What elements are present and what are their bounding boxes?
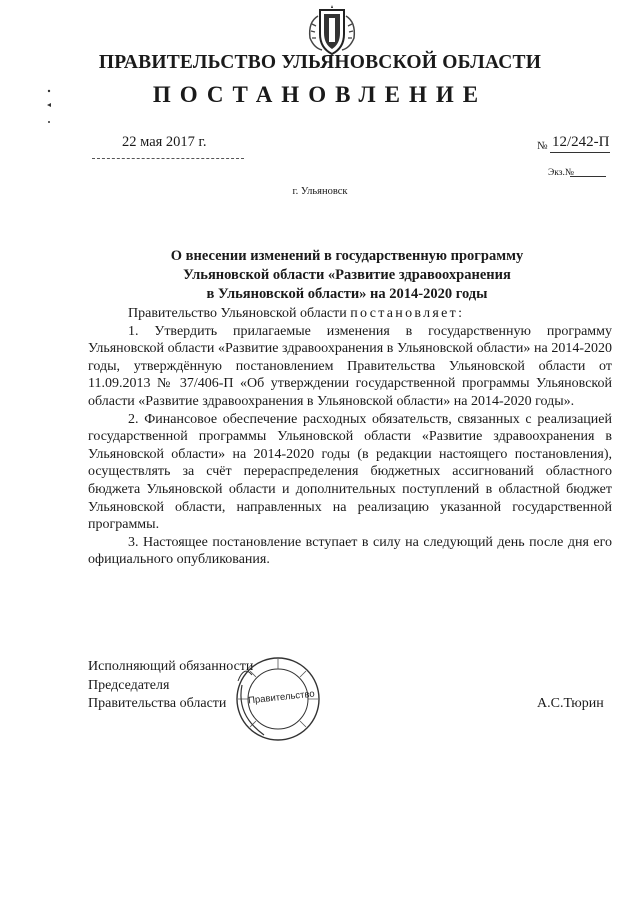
intro-line (88, 305, 612, 323)
document-title (140, 247, 554, 304)
coat-of-arms-icon (300, 4, 364, 56)
copy-label: Экз.№ (548, 168, 574, 178)
number-prefix: № (537, 140, 548, 152)
date-dash-line (92, 158, 244, 159)
scan-marks (44, 88, 54, 128)
intro-prefix: Правительство Ульяновской области (128, 306, 347, 321)
signer-position (88, 658, 253, 714)
city: г. Ульяновск (292, 186, 348, 197)
paragraph-2: 2. Финансовое обеспечение расходных обязательств, связанных с реализацией государственной программы Ульяновской области «Развитие здравоохранения в Ульяновской области» на 2014-2020 годы (в редакции настоящего постановления), осуществлять за счёт перераспределения бюджетных ассигнований областного бюджета Ульяновской области и дополнительных поступлений в областной бюджет Ульяновской области, направленных на реализацию указанной государственной программы. (88, 411, 612, 533)
paragraph-1: 1. Утвердить прилагаемые изменения в государственную программу Ульяновской области «Развитие здравоохранения в Ульяновской области» на 2014-2020 годы, утверждённую постановлением Правительства Ульяновской области от 11.09.2013 № 37/406-П «Об утверждении государственной программы Ульяновской области «Развитие здравоохранения в Ульяновской области» на 2014-2020 годы». (88, 323, 612, 409)
copy-line (570, 176, 606, 177)
signer-name: А.С.Тюрин (537, 696, 604, 711)
organization-name: ПРАВИТЕЛЬСТВО УЛЬЯНОВСКОЙ ОБЛАСТИ (98, 52, 542, 73)
document-date: 22 мая 2017 г. (122, 134, 207, 150)
title-line: в Ульяновской области» на 2014-2020 годы (206, 286, 488, 302)
intro-decree-word: постановляет: (350, 306, 465, 321)
seal-text: Правительство (247, 688, 316, 707)
title-line: О внесении изменений в государственную программу (170, 248, 524, 264)
document-body (88, 305, 612, 569)
document-number: 12/242-П (552, 134, 610, 150)
document-type: ПОСТАНОВЛЕНИЕ (152, 82, 488, 107)
position-line: Председателя (88, 677, 170, 693)
title-line: Ульяновской области «Развитие здравоохранения (183, 267, 511, 283)
position-line: Исполняющий обязанности (88, 659, 254, 674)
position-line: Правительства области (88, 696, 227, 711)
paragraph-3: 3. Настоящее постановление вступает в силу на следующий день после дня его официального опубликования. (88, 534, 612, 568)
number-underline (550, 152, 610, 153)
